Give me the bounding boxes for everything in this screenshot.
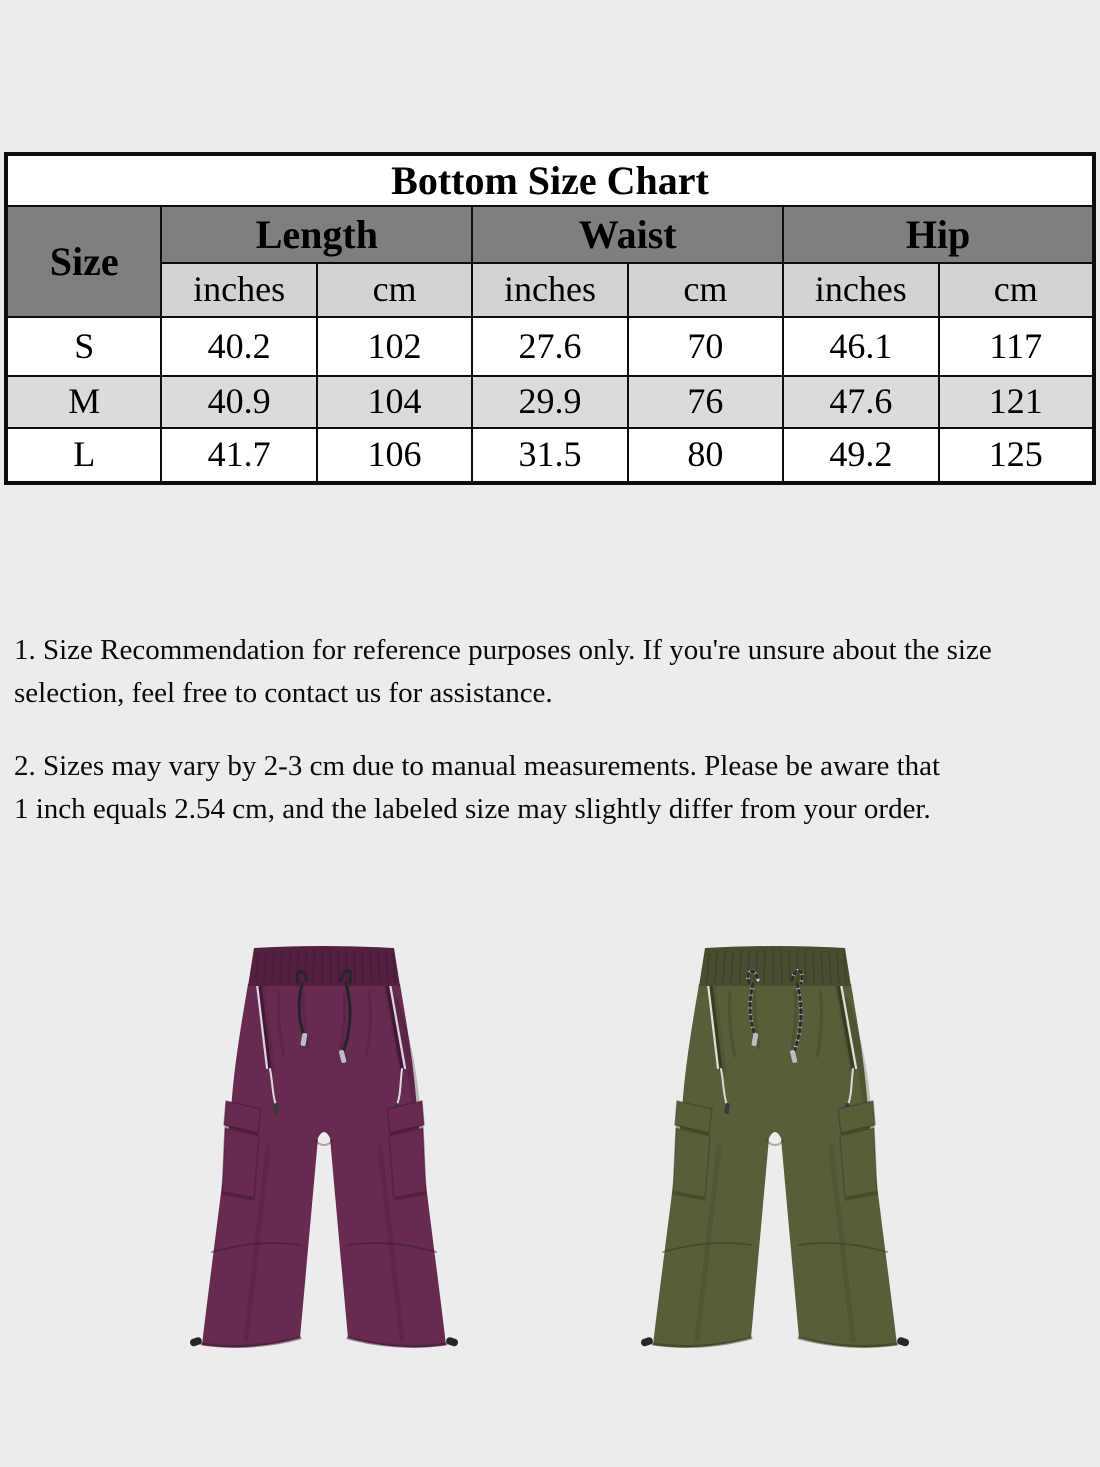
table-cell: 104 xyxy=(317,376,472,428)
size-label: L xyxy=(6,428,161,483)
table-cell: 117 xyxy=(939,317,1094,376)
note-2-line-2: 1 inch equals 2.54 cm, and the labeled size may slightly differ from your order. xyxy=(14,793,931,825)
table-cell: 41.7 xyxy=(161,428,316,483)
note-2-line-1: 2. Sizes may vary by 2-3 cm due to manual measurements. Please be aware that xyxy=(14,750,941,782)
size-label: M xyxy=(6,376,161,428)
table-title-row xyxy=(6,154,1094,206)
unit-header: inches xyxy=(472,263,627,317)
table-cell: 27.6 xyxy=(472,317,627,376)
table-cell: 125 xyxy=(939,428,1094,483)
table-cell: 70 xyxy=(628,317,783,376)
table-group-header-row xyxy=(6,206,1094,263)
size-chart-table xyxy=(4,152,1096,485)
column-header-hip: Hip xyxy=(783,206,1094,263)
unit-header: cm xyxy=(628,263,783,317)
column-header-waist: Waist xyxy=(472,206,783,263)
table-cell: 40.2 xyxy=(161,317,316,376)
table-row xyxy=(6,376,1094,428)
table-unit-header-row xyxy=(6,263,1094,317)
unit-header: inches xyxy=(783,263,938,317)
table-cell: 40.9 xyxy=(161,376,316,428)
table-cell: 31.5 xyxy=(472,428,627,483)
table-cell: 76 xyxy=(628,376,783,428)
product-image-olive-cargo-pants xyxy=(635,942,915,1367)
table-cell: 29.9 xyxy=(472,376,627,428)
table-cell: 46.1 xyxy=(783,317,938,376)
column-header-size: Size xyxy=(6,206,161,317)
unit-header: cm xyxy=(317,263,472,317)
table-title: Bottom Size Chart xyxy=(6,154,1094,206)
unit-header: cm xyxy=(939,263,1094,317)
note-1 xyxy=(14,629,1100,715)
note-2 xyxy=(14,745,1100,831)
table-row xyxy=(6,428,1094,483)
table-cell: 121 xyxy=(939,376,1094,428)
table-cell: 80 xyxy=(628,428,783,483)
table-cell: 102 xyxy=(317,317,472,376)
table-cell: 47.6 xyxy=(783,376,938,428)
table-row xyxy=(6,317,1094,376)
unit-header: inches xyxy=(161,263,316,317)
column-header-length: Length xyxy=(161,206,472,263)
notes-section xyxy=(14,629,1100,861)
note-1-line-2: selection, feel free to contact us for assistance. xyxy=(14,677,553,709)
product-image-plum-cargo-pants xyxy=(184,942,464,1367)
size-label: S xyxy=(6,317,161,376)
table-cell: 106 xyxy=(317,428,472,483)
table-cell: 49.2 xyxy=(783,428,938,483)
note-1-line-1: 1. Size Recommendation for reference purposes only. If you're unsure about the size xyxy=(14,634,992,666)
